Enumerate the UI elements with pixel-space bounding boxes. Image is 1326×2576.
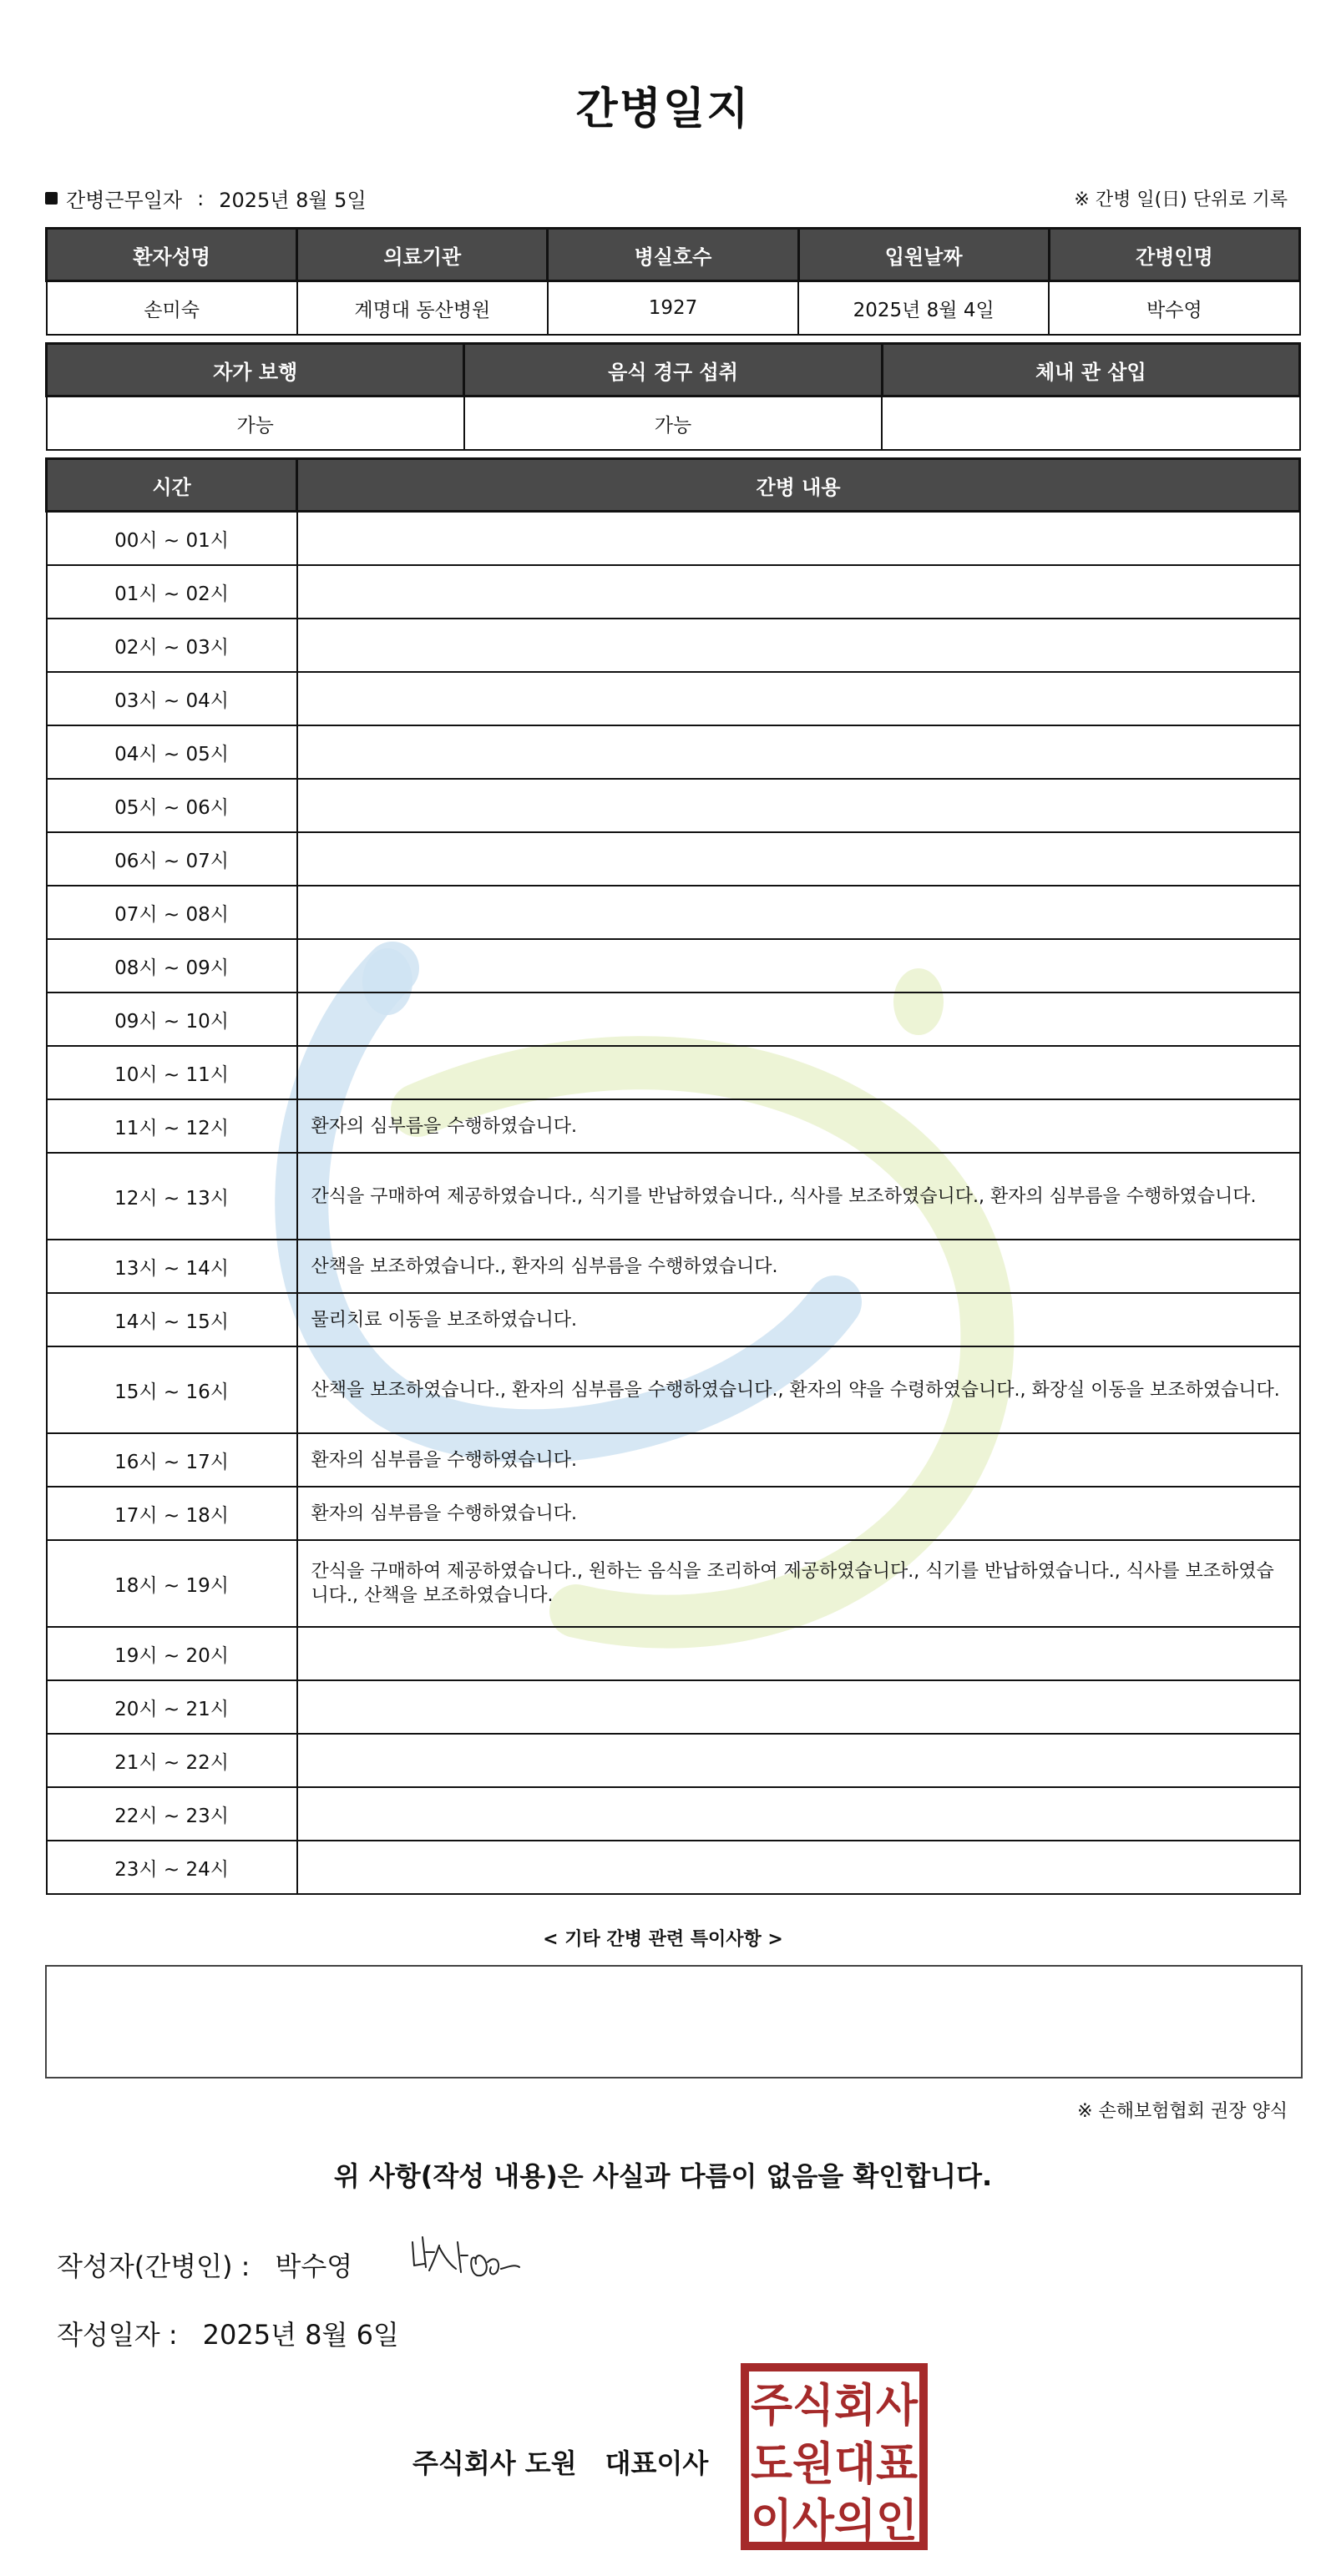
- header-oral-intake: 음식 경구 섭취: [464, 344, 882, 397]
- log-time: 10시 ~ 11시: [47, 1046, 297, 1099]
- log-row: [47, 1346, 1300, 1433]
- handwritten-signature: [407, 2230, 541, 2289]
- company-representative: 대표이사: [605, 2447, 709, 2479]
- log-content: 간식을 구매하여 제공하였습니다., 식기를 반납하였습니다., 식사를 보조하였습니다., 환자의 심부름을 수행하였습니다.: [297, 1153, 1300, 1240]
- oral-intake: 가능: [464, 397, 882, 451]
- log-time: 05시 ~ 06시: [47, 779, 297, 832]
- log-content: 환자의 심부름을 수행하였습니다.: [297, 1487, 1300, 1540]
- log-time: 20시 ~ 21시: [47, 1680, 297, 1734]
- log-time: 01시 ~ 02시: [47, 565, 297, 619]
- log-time: 09시 ~ 10시: [47, 993, 297, 1046]
- patient-status-table: [45, 342, 1301, 451]
- log-content: [297, 1787, 1300, 1841]
- caregiver-name: 박수영: [1049, 281, 1299, 336]
- header-self-walking: 자가 보행: [47, 344, 464, 397]
- log-time: 06시 ~ 07시: [47, 832, 297, 886]
- log-content: [297, 565, 1300, 619]
- log-row: [47, 832, 1300, 886]
- work-date-label: 간병근무일자: [66, 189, 183, 212]
- log-row: [47, 1153, 1300, 1240]
- log-time: 17시 ~ 18시: [47, 1487, 297, 1540]
- log-content: 산책을 보조하였습니다., 환자의 심부름을 수행하였습니다., 환자의 약을 수령하였습니다., 화장실 이동을 보조하였습니다.: [297, 1346, 1300, 1433]
- log-row: [47, 993, 1300, 1046]
- log-content: [297, 725, 1300, 779]
- log-row: [47, 1487, 1300, 1540]
- log-content: 물리치료 이동을 보조하였습니다.: [297, 1293, 1300, 1346]
- log-content: 환자의 심부름을 수행하였습니다.: [297, 1433, 1300, 1487]
- log-time: 11시 ~ 12시: [47, 1099, 297, 1153]
- company-line: [412, 2442, 708, 2481]
- header-time: 시간: [47, 459, 297, 512]
- log-row: [47, 619, 1300, 672]
- svg-text:도원대표: 도원대표: [751, 2437, 918, 2490]
- square-bullet-icon: [45, 192, 58, 205]
- log-row: [47, 1433, 1300, 1487]
- confirmation-statement: 위 사항(작성 내용)은 사실과 다름이 없음을 확인합니다.: [333, 2160, 993, 2192]
- log-row: [47, 1841, 1300, 1894]
- company-name: 주식회사 도원: [412, 2447, 577, 2479]
- log-row: [47, 1734, 1300, 1787]
- log-content: [297, 619, 1300, 672]
- writer-line: [57, 2245, 352, 2284]
- form-source-note: ※ 손해보험협회 권장 양식: [1077, 2101, 1288, 2122]
- svg-text:주식회사: 주식회사: [751, 2379, 919, 2432]
- log-row: [47, 725, 1300, 779]
- notes-title: < 기타 간병 관련 특이사항 >: [543, 1929, 783, 1950]
- log-content: [297, 1627, 1300, 1680]
- log-content: [297, 1046, 1300, 1099]
- written-date-line: [57, 2314, 399, 2352]
- log-row: [47, 672, 1300, 725]
- log-time: 19시 ~ 20시: [47, 1627, 297, 1680]
- log-row: [47, 1787, 1300, 1841]
- log-content: [297, 672, 1300, 725]
- log-content: 환자의 심부름을 수행하였습니다.: [297, 1099, 1300, 1153]
- log-row: [47, 1046, 1300, 1099]
- log-row: [47, 1240, 1300, 1293]
- log-row: [47, 939, 1300, 993]
- log-content: [297, 779, 1300, 832]
- room-number: 1927: [548, 281, 798, 336]
- log-content: [297, 1841, 1300, 1894]
- log-row: [47, 1540, 1300, 1627]
- tube-insertion: [882, 397, 1299, 451]
- log-content: 산책을 보조하였습니다., 환자의 심부름을 수행하였습니다.: [297, 1240, 1300, 1293]
- log-content: [297, 1734, 1300, 1787]
- header-caregiver-name: 간병인명: [1049, 229, 1299, 281]
- log-time: 18시 ~ 19시: [47, 1540, 297, 1627]
- log-content: [297, 1680, 1300, 1734]
- work-date-value: 2025년 8월 5일: [219, 189, 367, 212]
- log-row: [47, 565, 1300, 619]
- log-content: [297, 886, 1300, 939]
- header-room-number: 병실호수: [548, 229, 798, 281]
- log-row: [47, 1293, 1300, 1346]
- header-hospital: 의료기관: [297, 229, 548, 281]
- log-content: 간식을 구매하여 제공하였습니다., 원하는 음식을 조리하여 제공하였습니다., 식기를 반납하였습니다., 식사를 보조하였습니다., 산책을 보조하였습니다.: [297, 1540, 1300, 1627]
- log-time: 13시 ~ 14시: [47, 1240, 297, 1293]
- log-time: 22시 ~ 23시: [47, 1787, 297, 1841]
- hospital: 계명대 동산병원: [297, 281, 548, 336]
- log-row: [47, 1680, 1300, 1734]
- log-time: 21시 ~ 22시: [47, 1734, 297, 1787]
- log-time: 16시 ~ 17시: [47, 1433, 297, 1487]
- log-time: 08시 ~ 09시: [47, 939, 297, 993]
- header-care-content: 간병 내용: [297, 459, 1300, 512]
- log-row: [47, 1099, 1300, 1153]
- document-title: 간병일지: [575, 84, 751, 134]
- self-walking: 가능: [47, 397, 464, 451]
- log-time: 23시 ~ 24시: [47, 1841, 297, 1894]
- log-content: [297, 512, 1300, 566]
- writer-name: 박수영: [275, 2250, 353, 2282]
- notes-box: [45, 1965, 1303, 2078]
- log-content: [297, 939, 1300, 993]
- log-time: 02시 ~ 03시: [47, 619, 297, 672]
- care-log-table: [45, 457, 1301, 1895]
- log-content: [297, 993, 1300, 1046]
- admission-date: 2025년 8월 4일: [798, 281, 1049, 336]
- work-date-separator: :: [197, 186, 205, 210]
- log-time: 04시 ~ 05시: [47, 725, 297, 779]
- company-seal-stamp: [740, 2362, 929, 2551]
- header-tube-insertion: 체내 관 삽입: [882, 344, 1299, 397]
- log-time: 00시 ~ 01시: [47, 512, 297, 566]
- written-date-value: 2025년 8월 6일: [202, 2319, 399, 2351]
- header-patient-name: 환자성명: [47, 229, 297, 281]
- log-time: 15시 ~ 16시: [47, 1346, 297, 1433]
- log-time: 12시 ~ 13시: [47, 1153, 297, 1240]
- log-row: [47, 512, 1300, 566]
- record-unit-note: ※ 간병 일(日) 단위로 기록: [1074, 189, 1288, 210]
- patient-name: 손미숙: [47, 281, 297, 336]
- log-content: [297, 832, 1300, 886]
- header-admission-date: 입원날짜: [798, 229, 1049, 281]
- log-row: [47, 1627, 1300, 1680]
- writer-label: 작성자(간병인) :: [57, 2250, 251, 2282]
- log-time: 14시 ~ 15시: [47, 1293, 297, 1346]
- svg-text:이사의인: 이사의인: [751, 2494, 918, 2547]
- written-date-label: 작성일자 :: [57, 2319, 178, 2351]
- log-row: [47, 779, 1300, 832]
- work-date: [45, 184, 367, 213]
- log-row: [47, 886, 1300, 939]
- log-time: 03시 ~ 04시: [47, 672, 297, 725]
- log-time: 07시 ~ 08시: [47, 886, 297, 939]
- patient-info-table: [45, 227, 1301, 336]
